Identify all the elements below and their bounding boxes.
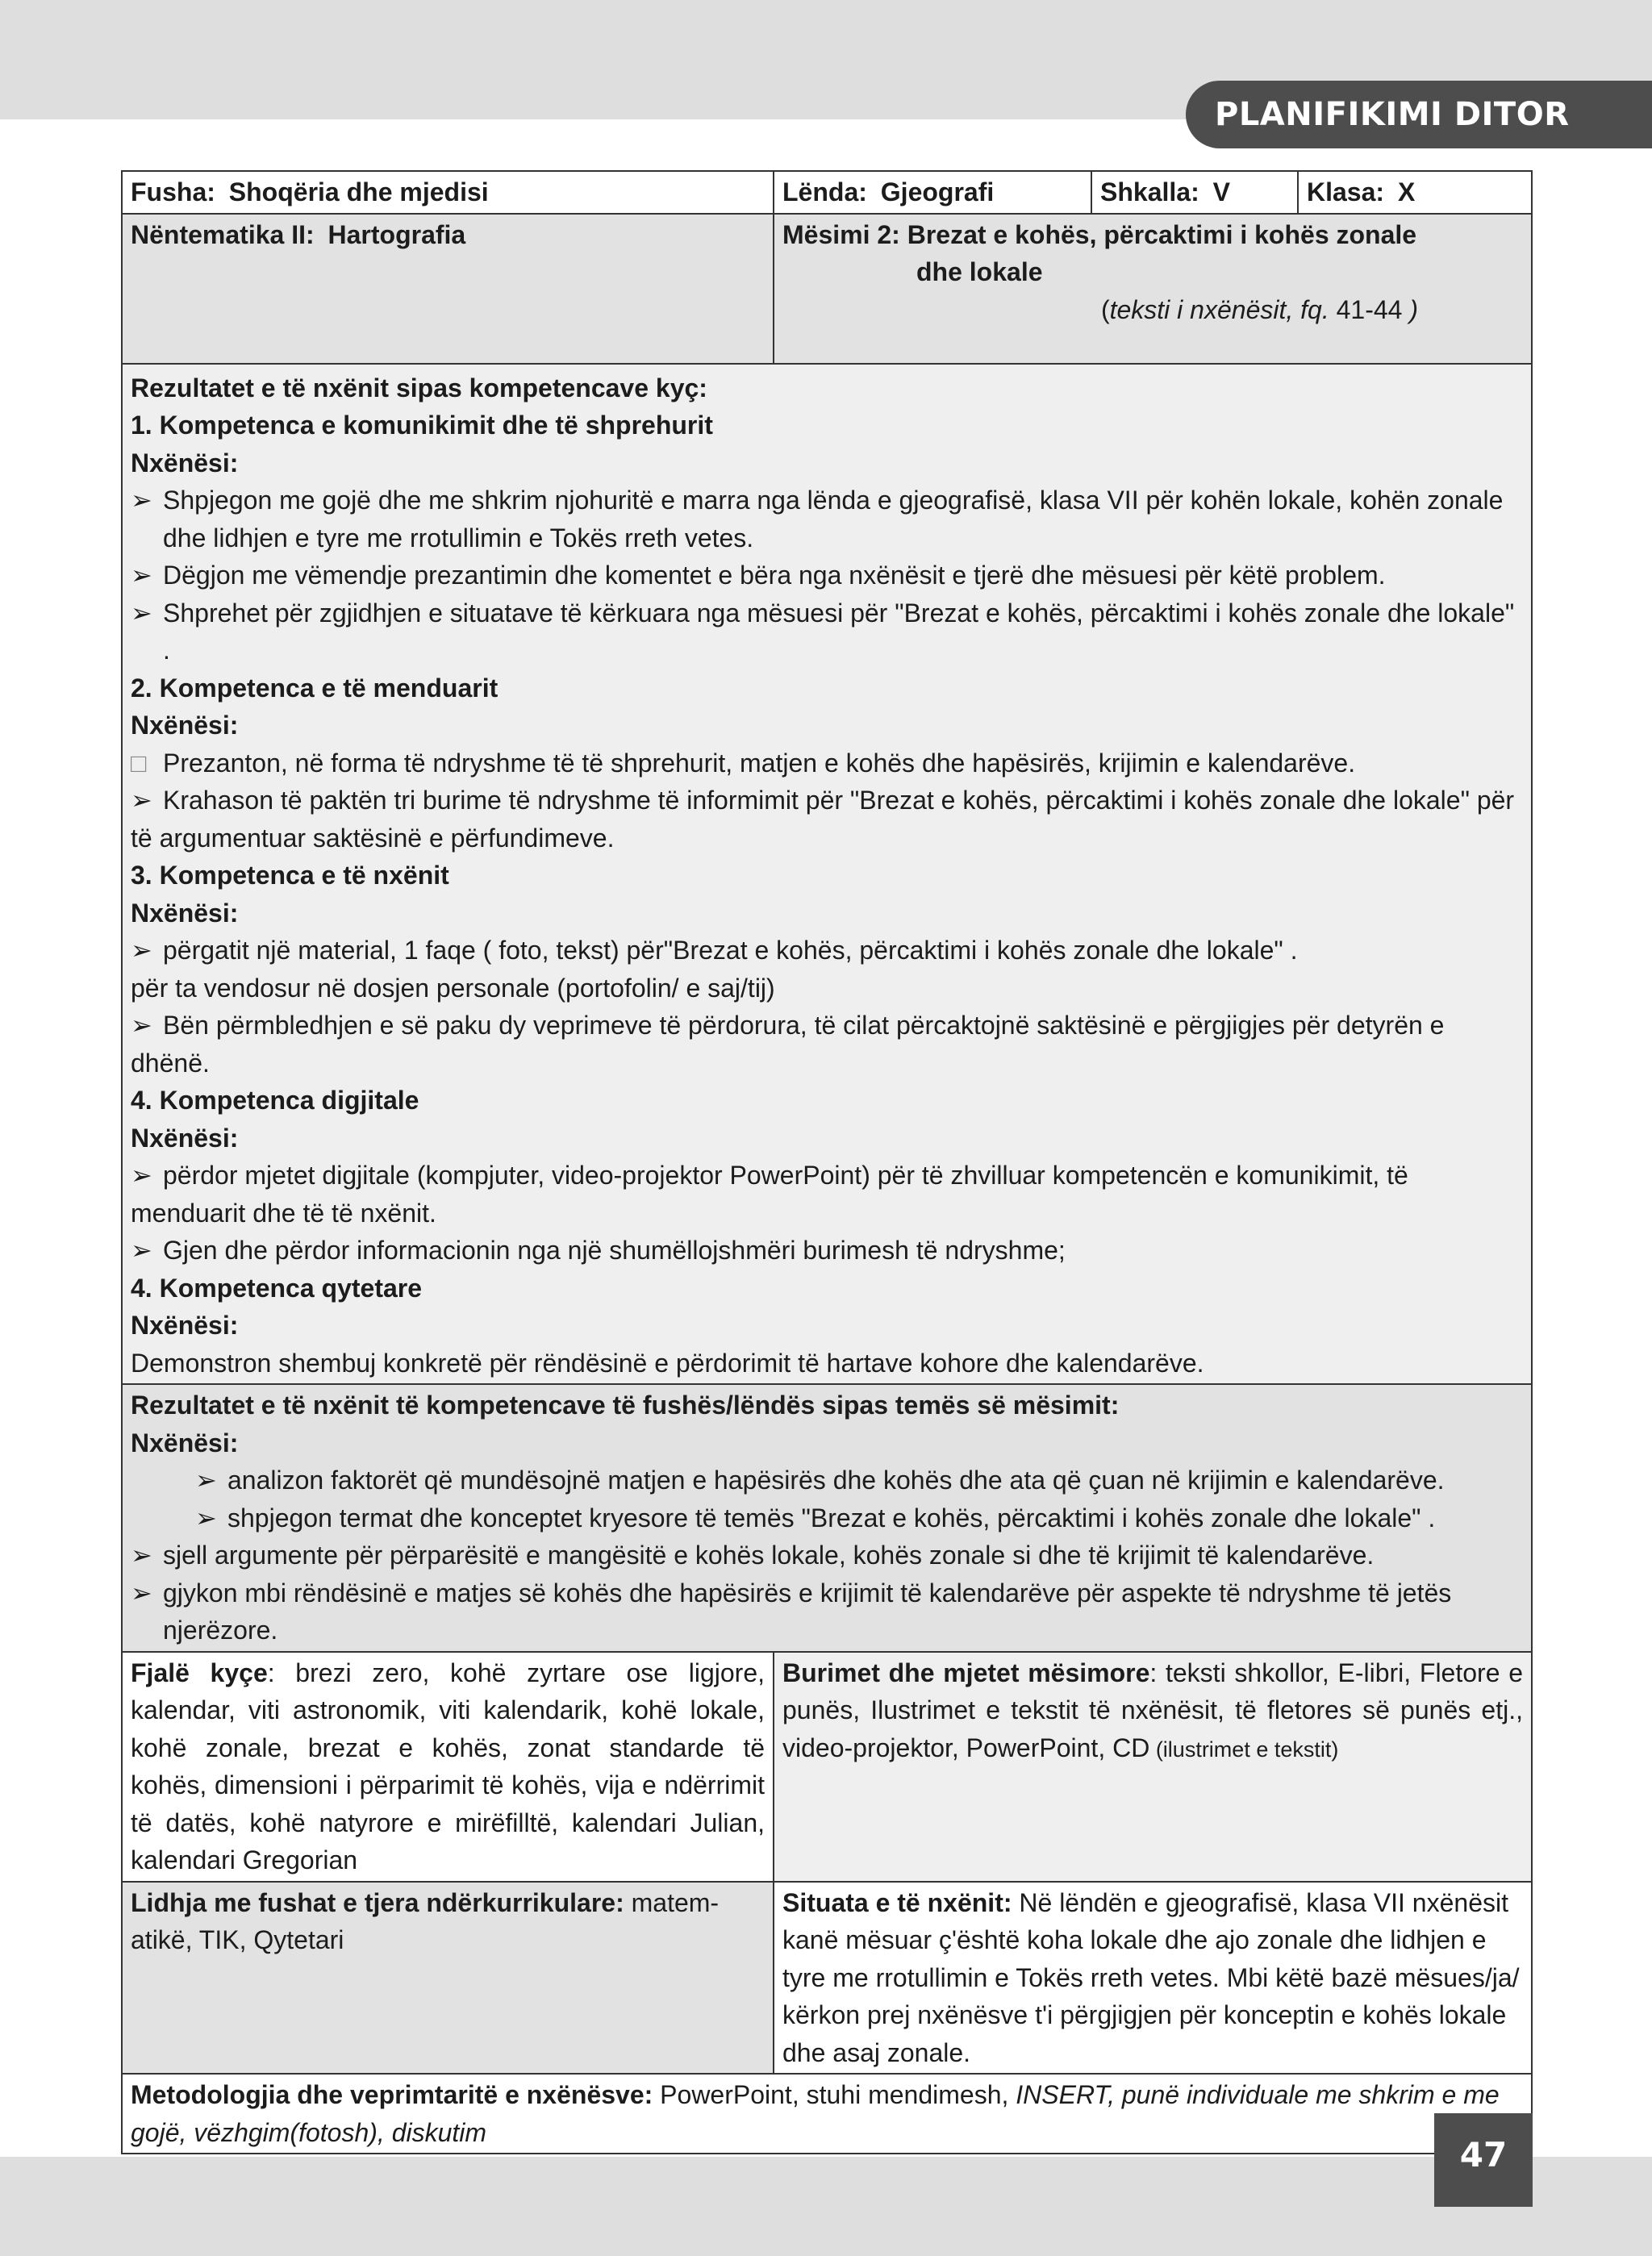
situation-cell (774, 1882, 1532, 2075)
competence-5-sub: Nxënësi: (131, 1311, 239, 1340)
methodology-label: Metodologjia dhe veprimtaritë e nxënësve: (131, 2080, 653, 2109)
ref-italic: teksti i nxënësit, fq. (1109, 294, 1329, 324)
links-text: matem-atikë, TIK, Qytetari (131, 1887, 720, 1954)
list-item-continuation: për ta vendosur në dosjen personale (portofolin/ e saj/tij) (131, 973, 775, 1003)
ref-close: ) (1409, 294, 1418, 324)
plan-row-topic (122, 214, 1532, 364)
subtopic-value: Hartografia (327, 219, 466, 249)
field-results-sub: Nxënësi: (131, 1428, 239, 1457)
field-cell (122, 171, 774, 214)
lesson-title: Mësimi 2: Brezat e kohës, përcaktimi i kohës zonale (782, 219, 1417, 249)
methodology-text: PowerPoint, stuhi mendimesh, (653, 2080, 1016, 2109)
field-value: Shoqëria dhe mjedisi (228, 177, 489, 206)
list-item: ➢ Shpjegon me gojë dhe me shkrim njohuritë e marra nga lënda e gjeografisë, klasa VII për kohën lokale, kohën zonale dhe lidhjen e tyre me rrotullimin e Tokës rreth vetes. (131, 482, 1523, 557)
list-item: ➢ shpjegon termat dhe konceptet kryesore të temës "Brezat e kohës, përcaktimi i kohës zonale dhe lokale" . (131, 1499, 1523, 1537)
daily-plan-table (121, 170, 1533, 2154)
class-label: Klasa: (1307, 177, 1385, 206)
lesson-cell (774, 214, 1532, 364)
methodology-cell (122, 2074, 1532, 2154)
keywords-label: Fjalë kyçe (131, 1658, 268, 1687)
ref-open: ( (1100, 294, 1110, 324)
competence-1-sub: Nxënësi: (131, 448, 239, 477)
keywords-text: : brezi zero, kohë zyrtare ose ligjore, kalendar, viti astronomik, viti kalendarik, kohë lokale, kohë zonale, brezat e kohës, zonat standarde të kohës, dimensioni i përparimit të kohës, vija e ndërrimit të datës, kohë natyrore e mirëfilltë, kalendari Julian, kalendari Gregorian (131, 1658, 766, 1874)
resources-cell (774, 1652, 1532, 1882)
page-number: 47 (1434, 2113, 1533, 2207)
resources-note: (ilustrimet e tekstit) (1149, 1737, 1339, 1762)
list-item: ➢ sjell argumente për përparësitë e mangësitë e kohës lokale, kohës zonale si dhe të krijimit të kalendarëve. (131, 1537, 1523, 1574)
textbook-reference (782, 291, 1523, 329)
competence-2-sub: Nxënësi: (131, 711, 239, 740)
competence-3-title: 3. Kompetenca e të nxënit (131, 861, 449, 890)
list-item: ➢ gjykon mbi rëndësinë e matjes së kohës dhe hapësirës e krijimit të kalendarëve për aspekte të ndryshme të jetës njerëzore. (131, 1574, 1523, 1649)
list-item: ➢ Dëgjon me vëmendje prezantimin dhe komentet e bëra nga nxënësit e tjerë dhe mësuesi për këtë problem. (131, 557, 1523, 594)
level-value: V (1212, 177, 1230, 206)
list-item: ➢ Krahason të paktën tri burime të ndryshme të informimit për "Brezat e kohës, përcaktimi i kohës zonale dhe lokale" për të argumentuar saktësinë e përfundimeve. (131, 782, 1523, 857)
arrow-bullet-icon: ➢ (131, 1161, 152, 1190)
arrow-bullet-icon: ➢ (131, 1578, 152, 1608)
subject-label: Lënda: (782, 177, 867, 206)
ref-pages: 41-44 (1329, 294, 1410, 324)
competence-2-title: 2. Kompetenca e të menduarit (131, 673, 499, 703)
links-label: Lidhja me fushat e tjera ndërkurrikulare: (131, 1887, 624, 1917)
situation-text: Në lëndën e gjeografisë, klasa VII nxënësit kanë mësuar ç'është koha lokale dhe ajo zonale dhe lidhjen e tyre me rrotullimin e Tokës rreth vetes. Mbi këtë bazë mësues/ja/ kërkon prej nxënësve t'i përgjigjen për konceptin e kohës lokale dhe asaj zonale. (782, 1887, 1520, 2067)
arrow-bullet-icon: ➢ (195, 1503, 217, 1532)
competence-4-sub: Nxënësi: (131, 1123, 239, 1153)
plan-row-subject (122, 171, 1532, 214)
keywords-cell (122, 1652, 774, 1882)
plan-row-methodology (122, 2074, 1532, 2154)
subject-value: Gjeografi (880, 177, 995, 206)
competences-cell (122, 364, 1532, 1385)
lesson-title-cont: dhe lokale (916, 257, 1043, 286)
arrow-bullet-icon: ➢ (131, 1541, 152, 1570)
arrow-bullet-icon: ➢ (131, 1011, 152, 1040)
links-cell (122, 1882, 774, 2075)
bottom-band (0, 2157, 1652, 2256)
arrow-bullet-icon: ➢ (131, 936, 152, 965)
situation-label: Situata e të nxënit: (782, 1887, 1012, 1917)
arrow-bullet-icon: ➢ (131, 598, 152, 628)
class-cell (1298, 171, 1532, 214)
arrow-bullet-icon: ➢ (131, 486, 152, 515)
list-item: ➢ përdor mjetet digjitale (kompjuter, video-projektor PowerPoint) për të zhvilluar kompetencën e komunikimit, të menduarit dhe të të nxënit. (131, 1157, 1523, 1232)
list-item: ➢ Gjen dhe përdor informacionin nga një shumëllojshmëri burimesh të ndryshme; (131, 1232, 1523, 1270)
list-item: ➢ përgatit një material, 1 faqe ( foto, tekst) për"Brezat e kohës, përcaktimi i kohës zonale dhe lokale" . (131, 932, 1523, 970)
competence-5-text: Demonstron shembuj konkretë për rëndësinë e përdorimit të hartave kohore dhe kalendarëve. (131, 1348, 1204, 1378)
arrow-bullet-icon: ➢ (131, 1236, 152, 1265)
competence-4-title: 4. Kompetenca digjitale (131, 1086, 419, 1115)
plan-row-keywords-resources (122, 1652, 1532, 1882)
level-cell (1091, 171, 1298, 214)
field-results-cell (122, 1384, 1532, 1652)
plan-row-links-situation (122, 1882, 1532, 2075)
competence-1-title: 1. Kompetenca e komunikimit dhe të shprehurit (131, 411, 713, 440)
plan-row-field-results (122, 1384, 1532, 1652)
resources-label: Burimet dhe mjetet mësimore (782, 1658, 1150, 1687)
arrow-bullet-icon: ➢ (131, 786, 152, 815)
box-bullet-icon: □ (131, 748, 147, 778)
list-item: □ Prezanton, në forma të ndryshme të të shprehurit, matjen e kohës dhe hapësirës, krijimin e kalendarëve. (131, 744, 1523, 782)
competence-3-sub: Nxënësi: (131, 898, 239, 928)
field-label: Fusha: (131, 177, 215, 206)
subtopic-label: Nëntematika II: (131, 219, 315, 249)
methodology-text-italic: INSERT, punë individuale me shkrim e me gojë, vëzhgim(fotosh), diskutim (131, 2080, 1500, 2147)
list-item: ➢ Bën përmbledhjen e së paku dy veprimeve të përdorura, të cilat përcaktojnë saktësinë e përgjigjes për detyrën e dhënë. (131, 1007, 1523, 1082)
field-results-heading: Rezultatet e të nxënit të kompetencave të fushës/lëndës sipas temës së mësimit: (131, 1391, 1120, 1420)
competence-5-title: 4. Kompetenca qytetare (131, 1273, 423, 1303)
level-label: Shkalla: (1100, 177, 1199, 206)
resources-text: : teksti shkollor, E-libri, Fletore e punës, Ilustrimet e tekstit të nxënësit, të fletores së punës etj., video-projektor, PowerPoint, CD (782, 1658, 1524, 1762)
class-value: X (1397, 177, 1416, 206)
plan-row-competences (122, 364, 1532, 1385)
arrow-bullet-icon: ➢ (131, 561, 152, 590)
section-header-tab: PLANIFIKIMI DITOR (1186, 81, 1652, 148)
competences-heading: Rezultatet e të nxënit sipas kompetencave kyç: (131, 373, 707, 402)
list-item: ➢ Shprehet për zgjidhjen e situatave të kërkuara nga mësuesi për "Brezat e kohës, përcaktimi i kohës zonale dhe lokale" . (131, 594, 1523, 669)
arrow-bullet-icon: ➢ (195, 1466, 217, 1495)
list-item: ➢ analizon faktorët që mundësojnë matjen e hapësirës dhe kohës dhe ata që çuan në krijimin e kalendarëve. (131, 1462, 1523, 1499)
subject-cell (774, 171, 1091, 214)
subtopic-cell (122, 214, 774, 364)
